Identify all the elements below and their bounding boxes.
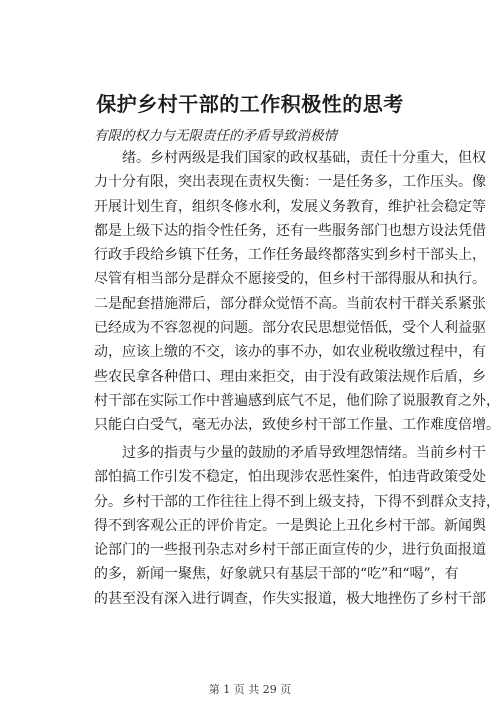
paragraph-line: 只能白白受气，毫无办法，致使乡村干部工作量、工作难度倍增。 — [94, 417, 500, 434]
paragraph-line: 已经成为不容忽视的问题。部分农民思想觉悟低，受个人利益驱 — [94, 320, 486, 337]
paragraph-line: 动，应该上缴的不交，该办的事不办，如农业税收缴过程中，有 — [94, 344, 486, 361]
paragraph-1 — [94, 146, 500, 438]
paragraph-line: 分。乡村干部的工作往往上得不到上级支持，下得不到群众支持， — [94, 493, 500, 510]
paragraph-line: 的多，新闻一聚焦，好象就只有基层干部的“吃”和“喝”，有 — [94, 566, 459, 583]
page-footer: 第 1 页 共 29 页 — [208, 683, 292, 696]
section-subtitle: 有限的权力与无限责任的矛盾导致消极情 — [94, 128, 337, 144]
paragraph-line: 力十分有限，突出表现在责权失衡：一是任务多，工作压头。像 — [94, 174, 486, 191]
paragraph-line: 尽管有相当部分是群众不愿接受的，但乡村干部得服从和执行。 — [94, 271, 486, 288]
paragraph-2 — [94, 441, 500, 611]
paragraph-line: 过多的指责与少量的鼓励的矛盾导致埋怨情绪。当前乡村干 — [122, 445, 486, 461]
paragraph-line: 得不到客观公正的评价肯定。一是舆论上丑化乡村干部。新闻舆 — [94, 517, 486, 534]
paragraph-line: 都是上级下达的指令性任务，还有一些服务部门也想方设法凭借 — [94, 222, 486, 239]
paragraph-line: 行政手段给乡镇下任务，工作任务最终都落实到乡村干部头上， — [94, 247, 486, 264]
paragraph-line: 开展计划生育，组织冬修水利，发展义务教育，维护社会稳定等 — [94, 198, 486, 215]
paragraph-line: 村干部在实际工作中普遍感到底气不足，他们除了说服教育之外， — [94, 392, 500, 409]
paragraph-line: 的甚至没有深入进行调查，作失实报道，极大地挫伤了乡村干部 — [94, 590, 486, 607]
paragraph-line: 二是配套措施滞后，部分群众觉悟不高。当前农村干群关系紧张 — [94, 295, 486, 312]
document-title: 保护乡村干部的工作积极性的思考 — [96, 92, 404, 116]
paragraph-line: 部怕搞工作引发不稳定，怕出现涉农恶性案件，怕违背政策受处 — [94, 469, 486, 486]
paragraph-line: 绪。乡村两级是我们国家的政权基础，责任十分重大，但权 — [122, 150, 486, 166]
paragraph-line: 论部门的一些报刊杂志对乡村干部正面宣传的少，进行负面报道 — [94, 542, 486, 559]
paragraph-line: 些农民拿各种借口、理由来拒交，由于没有政策法规作后盾，乡 — [94, 368, 486, 385]
